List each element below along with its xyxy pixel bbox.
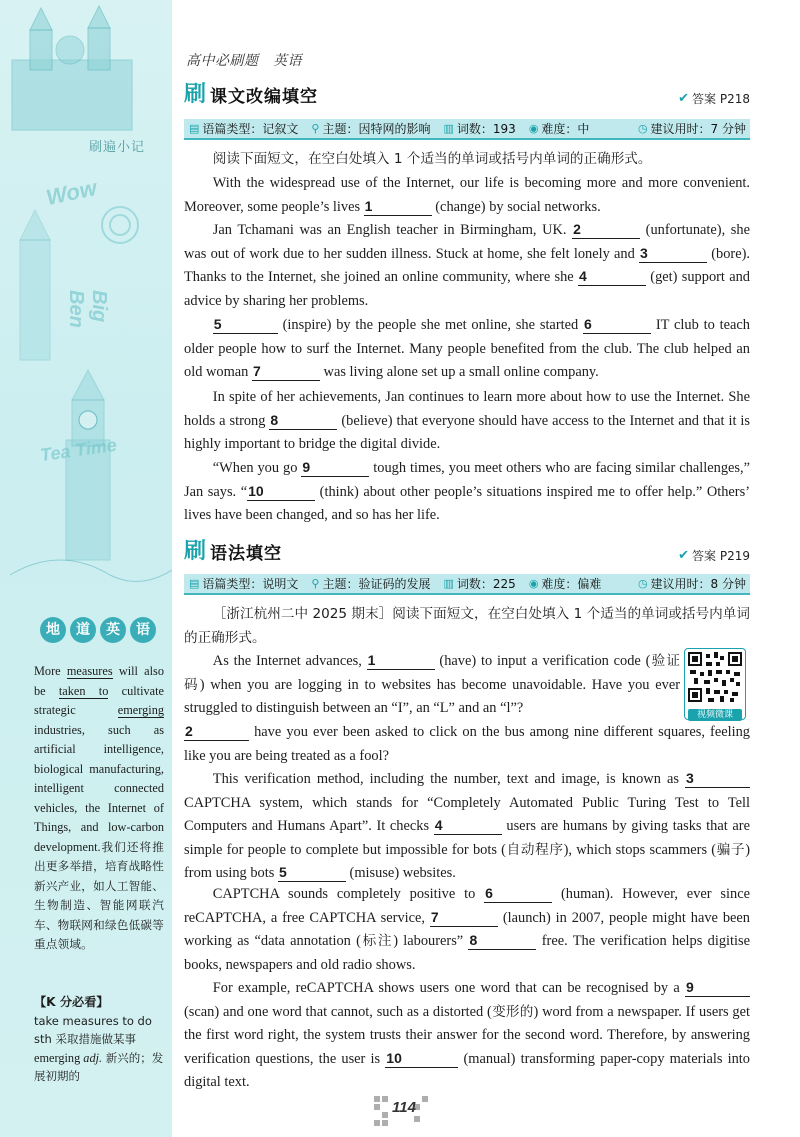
difficulty-icon: ◉ [528,122,539,135]
section2-title-text: 语法填空 [210,544,283,564]
para-text: (think) about other people’s situations inspired me to offer help.” Others’ lives have been changed, and so has her life. [184,483,750,524]
section2-title [184,539,282,564]
meta-words [444,120,516,137]
blank-4[interactable]: 4 [578,268,646,286]
section2-paragraph-1b [184,721,750,768]
magnifier-icon: ⚲ [311,577,320,590]
section2-meta-bar [184,574,750,595]
instruction-text: ［浙江杭州二中 2025 期末］阅读下面短文，在空白处填入 1 个适当的单词或括号内单词的正确形式。 [184,606,750,646]
blank-9[interactable]: 9 [301,459,369,477]
decor-word-big-ben: Big Ben [65,290,110,328]
note-text: industries, such as artificial intelligence, biological manufacturing, intelligent connected vehicles, the Internet of Things, and low-carbon development. [34,722,164,854]
meta-topic [311,120,430,137]
sidebar-stamp: 刷遍小记 [88,139,145,154]
blank-10[interactable]: 10 [247,483,315,501]
section1-title-text: 课文改编填空 [210,87,319,107]
para-text: As the Internet advances, [212,653,367,669]
blank-4[interactable]: 4 [434,817,502,835]
qr-label: 视频微课 [688,709,742,721]
page-number-text: 114 [392,1099,416,1116]
blank-5[interactable]: 5 [278,864,346,882]
meta-text: 语篇类型：记叙文 [202,122,299,136]
para-text: (human). However, ever since reCAPTCHA, a free CAPTCHA service, [184,886,750,926]
blank-6[interactable]: 6 [484,885,552,903]
note-underlined: measures [66,664,113,678]
meta-type [189,120,298,137]
section2-answer-ref [678,547,750,564]
blank-7[interactable]: 7 [430,909,498,927]
sidebar-note [34,662,164,955]
para-text: “When you go [212,460,302,476]
blank-3[interactable]: 3 [685,770,750,788]
para-text: users are humans by giving tasks that are simple for people to complete but impossible for bots ( [184,818,750,858]
para-text: (scan) and one word that cannot, such as a distorted ( [184,1003,492,1020]
para-text: ) when you are logging in to websites has become unavoidable. Have you ever struggled to distinguish between an “I”, an “L” and an “l”? [184,676,681,717]
k-word: emerging [34,1050,84,1065]
brush-icon: 刷 [184,81,207,107]
para-text: free. The verification helps digitise books, newspapers and old radio shows. [184,933,750,973]
sidebar [0,0,172,1137]
answer-text: 答案 P219 [692,549,750,563]
blank-7[interactable]: 7 [252,363,320,381]
meta-text: 建议用时：7 分钟 [650,122,746,136]
para-text: (launch) in 2007, people might have been working as “data annotation ( [184,909,751,950]
word-count-icon: ▥ [443,577,454,590]
para-text: ) from using bots [184,841,751,882]
meta-text: 主题：因特网的影响 [322,122,431,136]
answer-text: 答案 P218 [692,92,750,106]
tab-char: 道 [70,617,96,643]
para-gloss: 自动程序 [505,841,564,858]
meta-time [638,575,746,592]
para-text: CAPTCHA system, which stands for “Completely Automated Public Turing Test to Tell Computers and Humans Apart”. It checks [184,794,750,835]
qr-code-icon [688,652,742,702]
para-text: CAPTCHA sounds completely positive to [212,886,485,902]
tab-char: 英 [100,617,126,643]
blank-6[interactable]: 6 [583,316,651,334]
k-title: 【K 分必看】 [34,995,109,1009]
magnifier-icon: ⚲ [311,122,320,135]
meta-text: 难度：中 [541,122,590,136]
sidebar-tab-title [34,617,162,645]
para-text: have you ever been asked to click on the bus among nine different squares, feeling like you are being treated as a fool? [184,724,750,764]
meta-text: 难度：偏难 [541,577,602,591]
blank-8[interactable]: 8 [468,932,536,950]
para-text: (get) support and advice by sharing her problems. [184,269,751,309]
para-gloss: 变形的 [491,1003,534,1020]
meta-words [444,575,516,592]
section1-title [184,82,318,107]
section1-answer-ref [678,90,750,107]
section2-paragraph-3 [184,883,750,977]
blank-10[interactable]: 10 [385,1050,458,1068]
tab-char: 地 [40,617,66,643]
section2-paragraph-4 [184,977,750,1095]
check-icon: ✔ [678,548,690,563]
meta-difficulty [529,120,590,137]
para-gloss: 标注 [360,933,394,950]
para-text: ), which stops scammers ( [563,841,717,858]
para-text: (inspire) by the people she met online, she started [277,317,584,333]
para-text: IT club to teach older people how to surf the Internet. Many people benefited from the club. The club helped an old woman [184,317,750,381]
article-icon: ▤ [189,122,200,135]
meta-type [189,575,298,592]
meta-text: 建议用时：8 分钟 [650,577,746,591]
para-text: Jan Tchamani was an English teacher in Birmingham, UK. [212,222,573,238]
brush-icon: 刷 [184,538,207,564]
para-text: (have) to input a verification code ( [434,653,651,669]
blank-9[interactable]: 9 [685,979,750,997]
para-gloss: 验证码 [184,653,681,693]
para-text: (manual) transforming paper-copy materials into digital text. [184,1050,750,1091]
meta-text: 词数：193 [456,122,516,136]
blank-3[interactable]: 3 [639,245,707,263]
difficulty-icon: ◉ [528,577,539,590]
k-pos: adj. [83,1050,103,1065]
para-text: (misuse) websites. [345,865,456,882]
page-number [370,1094,430,1130]
para-text: (bore). Thanks to the Internet, she joined an online community, where she [184,245,750,286]
decor-word-tea-time: Tea Time [38,434,118,466]
para-text: (unfortunate), she was out of work due to her sudden illness. Stuck at home, she felt lonely and [184,222,750,262]
blank-2[interactable]: 2 [572,221,640,239]
section1-meta-bar [184,119,750,140]
para-text: In spite of her achievements, Jan continues to learn more about how to use the Internet. She holds a strong [184,389,750,429]
blank-5[interactable]: 5 [213,316,278,334]
section1-paragraph-4 [184,386,750,457]
para-text: (change) by social networks. [431,198,601,215]
para-text: was living alone set up a small online company. [319,364,599,381]
meta-topic [311,575,430,592]
note-text: More [34,664,67,678]
instruction-text: 阅读下面短文，在空白处填入 1 个适当的单词或括号内单词的正确形式。 [212,151,652,167]
k-line [34,1049,164,1086]
blank-1[interactable]: 1 [364,198,432,216]
qr-code-box[interactable] [684,648,746,720]
blank-1[interactable]: 1 [367,652,435,670]
check-icon: ✔ [678,91,690,106]
blank-2[interactable]: 2 [184,723,249,741]
word-count-icon: ▥ [443,122,454,135]
section2-paragraph-1a [184,650,680,721]
note-translation: 我们还将推出更多举措，培育战略性新兴产业，如人工智能、生物制造、智能网联汽车、物联网和绿色低碳等重点领域。 [34,839,164,951]
section2-paragraph-2 [184,768,750,886]
meta-time [638,120,746,137]
para-text: With the widespread use of the Internet, our life is becoming more and more convenient. Moreover, some people’s lives [184,175,750,215]
decor-word-wow: Wow [43,174,99,211]
k-box [34,993,164,1086]
section1-paragraph-1 [184,172,750,219]
section1-paragraph-5 [184,457,750,528]
clock-icon: ◷ [637,577,648,590]
para-text: ) word from a newspaper. If users get the first word right, the system trusts their answer for the second word. Therefore, by answering verification questions, the user is [184,1003,751,1067]
tab-char: 语 [130,617,156,643]
article-icon: ▤ [189,577,200,590]
para-text: This verification method, including the number, text and image, is known as [212,771,685,787]
clock-icon: ◷ [637,122,648,135]
section1-paragraph-3 [184,314,750,385]
para-text: tough times, you meet others who are facing similar challenges,” Jan says. “ [184,460,750,500]
note-text: cultivate strategic [34,683,164,717]
section1-paragraph-2 [184,219,750,313]
running-title: 高中必刷题 英语 [186,53,302,69]
para-text: For example, reCAPTCHA shows users one word that can be recognised by a [212,980,685,996]
section1-instruction [184,148,750,172]
k-meaning: 新兴的；发展初期的 [34,1050,164,1084]
meta-text: 主题：验证码的发展 [322,577,431,591]
k-line: take measures to do sth 采取措施做某事 [34,1013,152,1047]
note-underlined: emerging [117,703,164,717]
meta-text: 语篇类型：说明文 [202,577,299,591]
note-underlined: taken to [58,683,109,698]
para-text: ) labourers” [393,933,469,950]
section2-instruction [184,603,750,650]
meta-difficulty [529,575,602,592]
blank-8[interactable]: 8 [269,412,337,430]
note-text: will also be [34,664,164,698]
para-text: (believe) that everyone should have access to the Internet and that it is highly important to bridge the digital divide. [184,412,750,453]
meta-text: 词数：225 [456,577,516,591]
para-gloss: 骗子 [716,841,746,858]
